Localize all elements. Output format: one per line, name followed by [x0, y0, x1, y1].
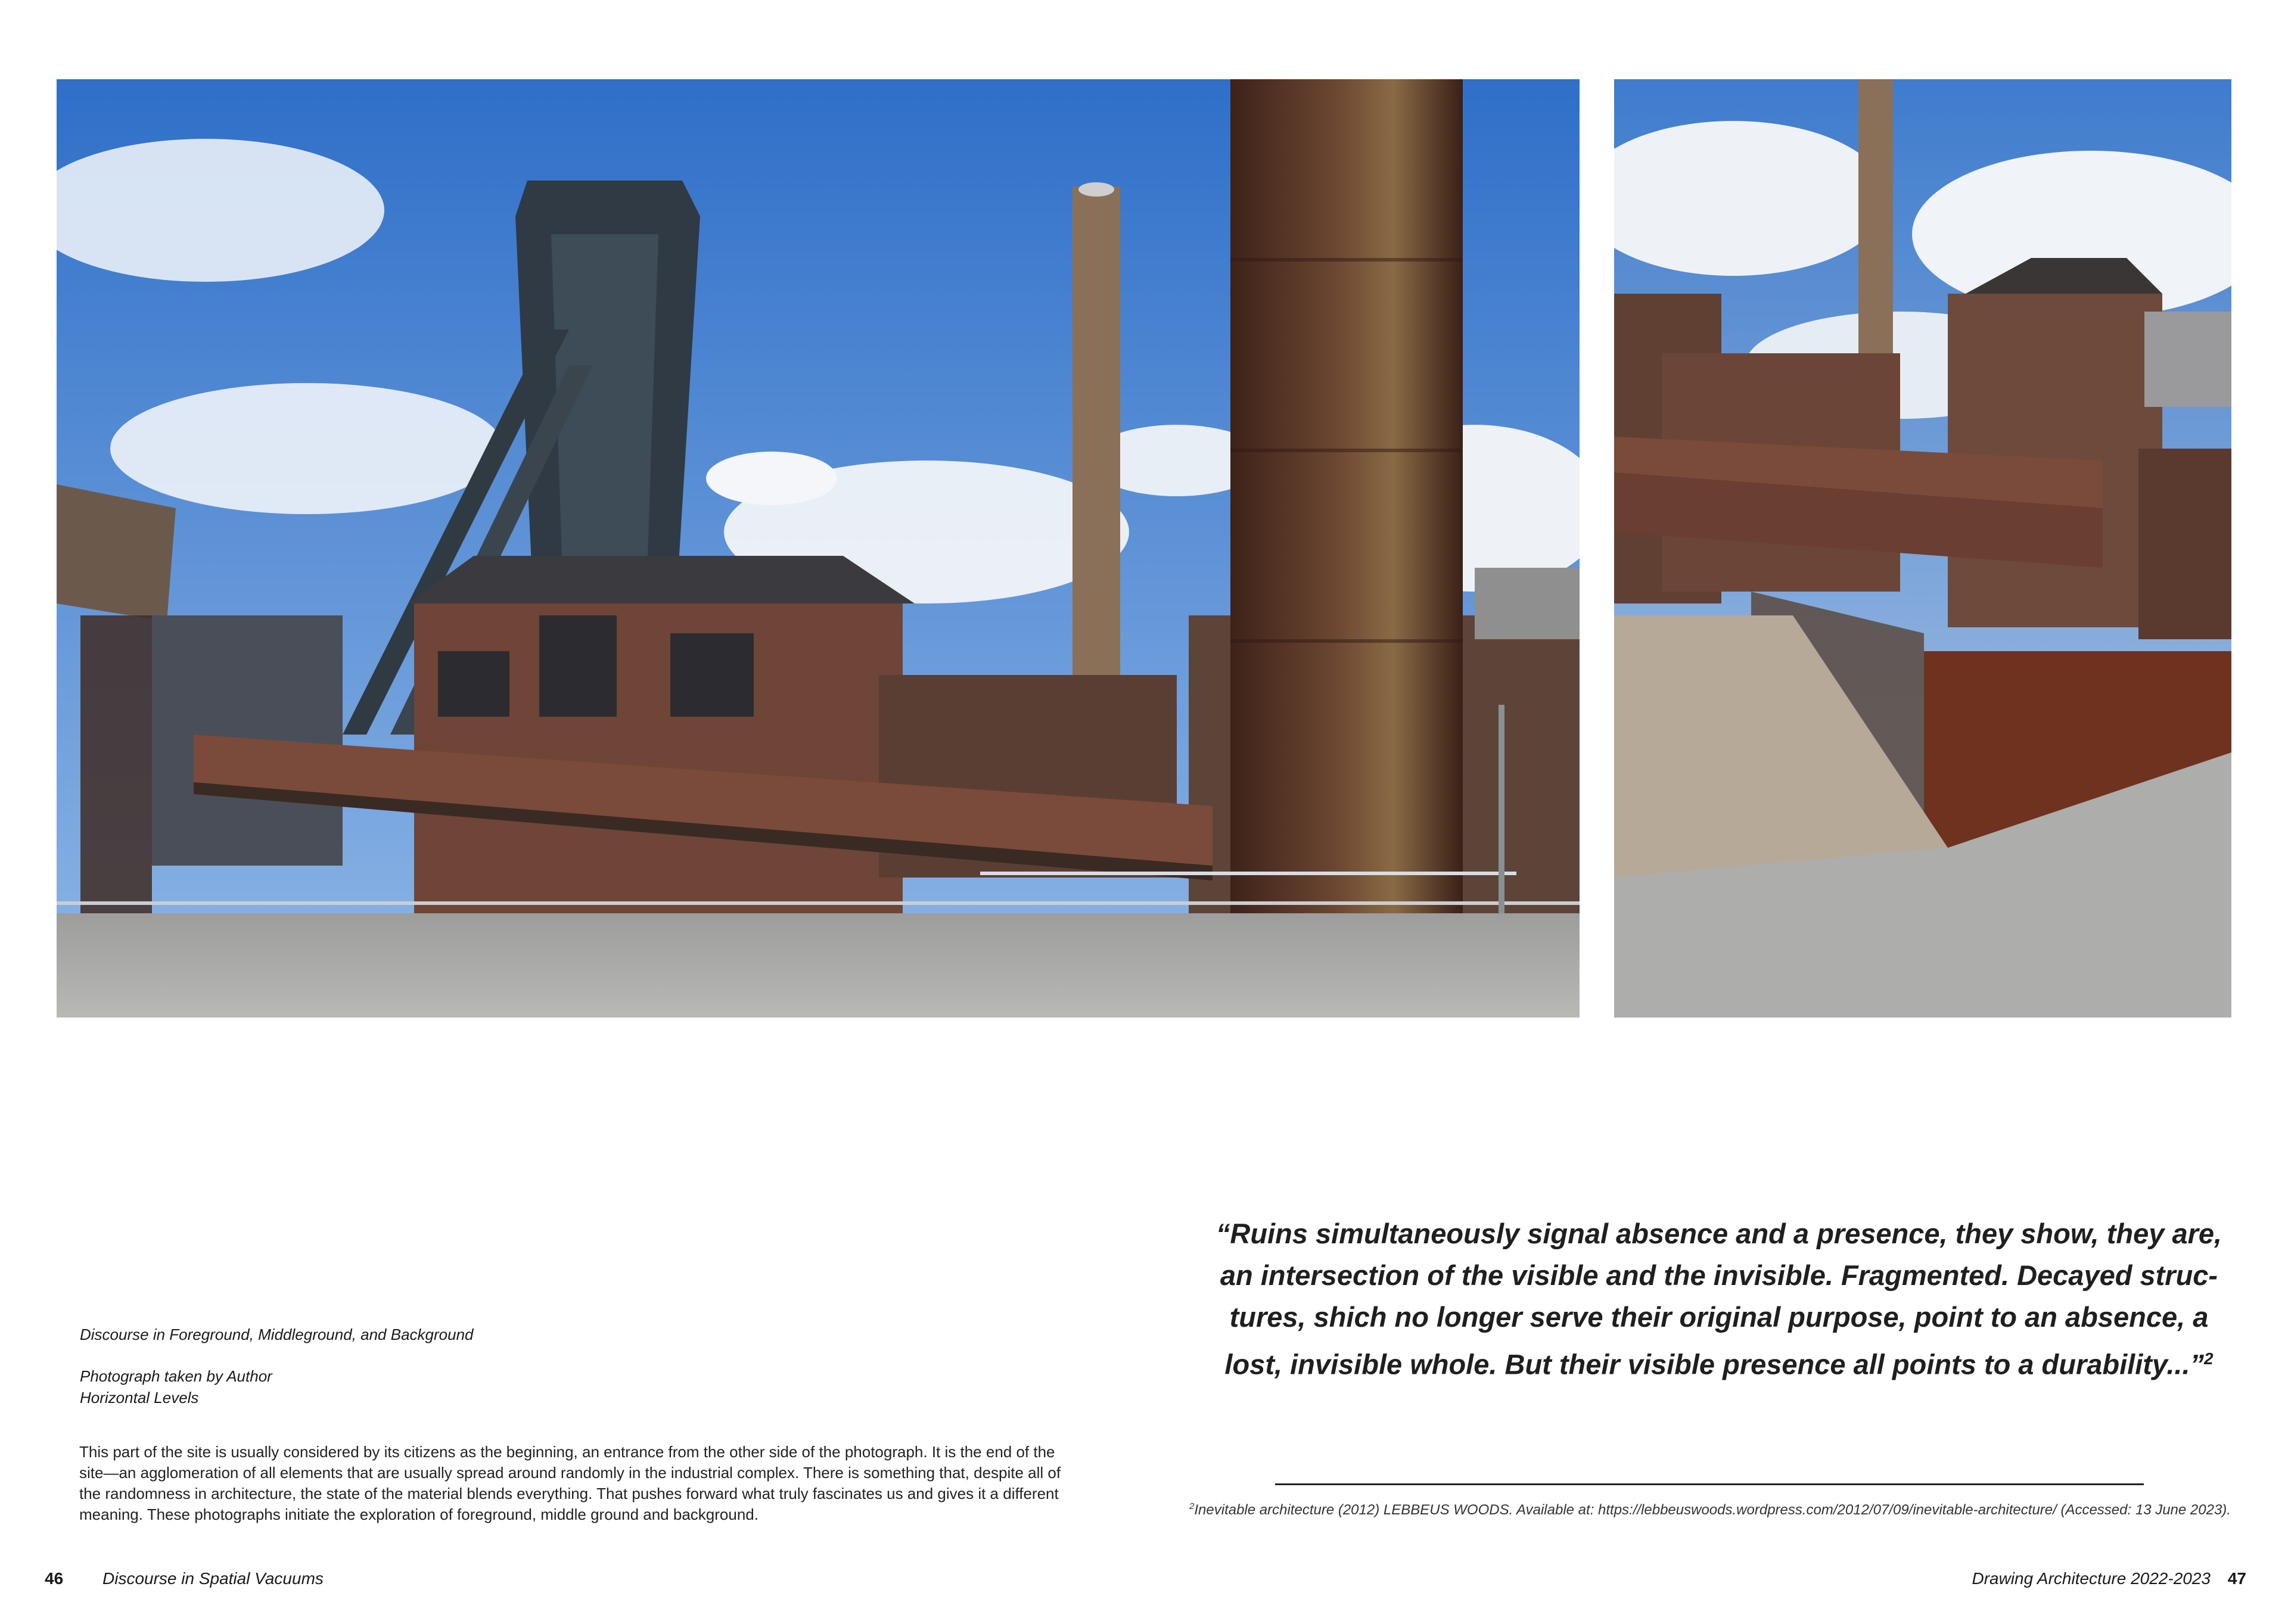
- footnote-text: Inevitable architecture (2012) LEBBEUS WOODS. Available at: https://lebbeuswoods.wordpress.com/2012/07/09/inevitable-architecture/ (Accessed: 13 June 2023).: [1194, 1502, 2231, 1518]
- figure-caption-title: Discourse in Foreground, Middleground, and Background: [80, 1326, 474, 1343]
- photo-illustration: [57, 79, 1580, 1018]
- quote-text: “Ruins simultaneously signal absence and a presence, they show, they are, an intersection of the visible and the invisible. Fragmented. Decayed struc-tures, shich no longer serve their original purpose, point to an absence, a lost, invisible whole. But their visible presence all points to a durability...”: [1216, 1218, 2222, 1380]
- page-number-right: 47: [2227, 1569, 2246, 1588]
- pull-quote: [1198, 1213, 2240, 1386]
- quote-footnote-mark: 2: [2204, 1349, 2214, 1368]
- page-number-left: 46: [45, 1569, 64, 1588]
- photo-industrial-site-wide: [57, 79, 1580, 1018]
- running-title-right: Drawing Architecture 2022-2023: [1972, 1569, 2211, 1588]
- figure-caption-subtitle: Horizontal Levels: [80, 1389, 199, 1407]
- footnote-mark: 2: [1189, 1501, 1195, 1511]
- body-paragraph: This part of the site is usually considered by its citizens as the beginning, an entrance from the other side of the photograph. It is the end of the site—an agglomeration of all elements that are usually spread around randomly in the industrial complex. There is something that, despite all of the randomness in architecture, the state of the material blends everything. That pushes forward what truly fascinates us and gives it a different meaning. These photographs initiate the exploration of foreground, middle ground and background.: [79, 1443, 1061, 1523]
- footnote-divider: [1275, 1483, 2144, 1485]
- footnote: [1186, 1494, 2234, 1523]
- photo-industrial-site-walkway: [1614, 79, 2231, 1018]
- photo-illustration: [1614, 79, 2231, 1018]
- running-title-left: Discourse in Spatial Vacuums: [102, 1569, 324, 1588]
- photo-credit: Photograph taken by Author: [80, 1367, 272, 1385]
